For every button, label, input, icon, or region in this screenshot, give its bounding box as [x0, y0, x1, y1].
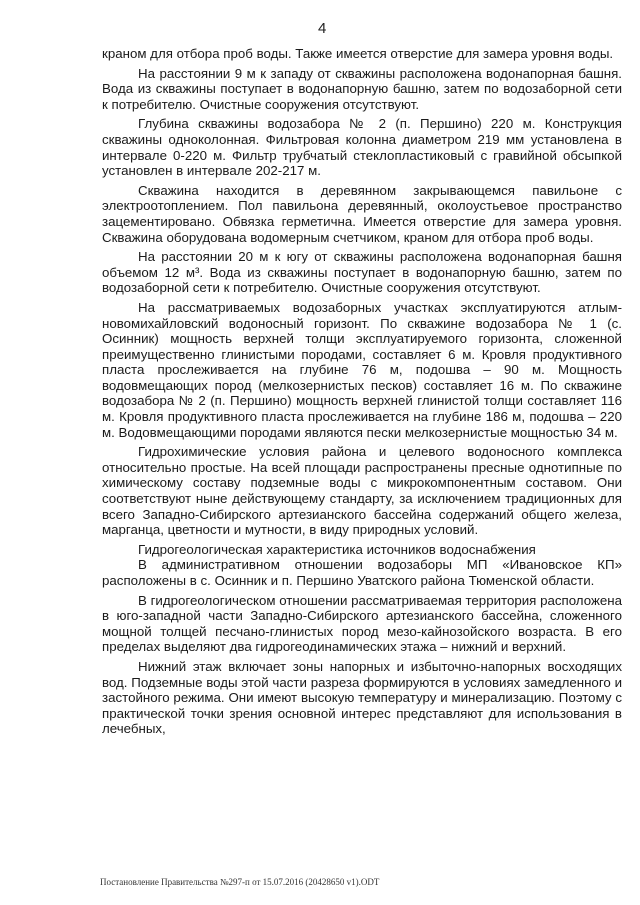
paragraph: краном для отбора проб воды. Также имеется отверстие для замера уровня воды.	[102, 46, 614, 61]
paragraph: Глубина скважины водозабора № 2 (п. Першино) 220 м. Конструкция скважины одноколонная. Фильтровая колонна диаметром 219 мм установлена в интервале 0-220 м. Фильтр трубчатый стеклопластиковый с гравийной обсыпкой установлен в интервале 202-217 м.	[102, 116, 622, 179]
document-footer: Постановление Правительства №297-п от 15.07.2016 (20428650 v1).ODT	[100, 877, 380, 887]
paragraph: На расстоянии 20 м к югу от скважины расположена водонапорная башня объемом 12 м³. Вода из скважины поступает в водонапорную башню, затем по водозаборной сети к потребителю. Очистные сооружения отсутствуют.	[102, 249, 622, 296]
paragraph: Гидрохимические условия района и целевого водоносного комплекса относительно простые. На всей площади распространены пресные однотипные по химическому составу подземные воды с микрокомпонентным составом. Они соответствуют ныне действующему стандарту, за исключением традиционных для всего Западно-Сибирского артезианского бассейна содержаний общего железа, марганца, цветности и мутности, в виду природных условий.	[102, 444, 622, 538]
section-title: Гидрогеологическая характеристика источников водоснабжения	[138, 541, 536, 557]
paragraph: На расстоянии 9 м к западу от скважины расположена водонапорная башня. Вода из скважины поступает в водонапорную башню, затем по водозаборной сети к потребителю. Очистные сооружения отсутствуют.	[102, 65, 622, 112]
paragraph: В административном отношении водозаборы МП «Ивановское КП» расположены в с. Осинник и п. Першино Уватского района Тюменской области.	[102, 557, 622, 588]
paragraph: Скважина находится в деревянном закрывающемся павильоне с электроотоплением. Пол павильона деревянный, околоустьевое пространство зацементировано. Обвязка герметична. Имеется отверстие для замера уровня. Скважина оборудована водомерным счетчиком, краном для отбора проб воды.	[102, 182, 622, 245]
paragraph: На рассматриваемых водозаборных участках эксплуатируются атлым-новомихайловский водоносный горизонт. По скважине водозабора № 1 (с. Осинник) мощность верхней толщи эксплуатируемого горизонта, сложенной преимущественно глинистыми породами, составляет 6 м. Кровля продуктивного пласта прослеживается на глубине 76 м, подошва – 90 м. Мощность водовмещающих пород (мелкозернистых песков) составляет 16 м. По скважине водозабора № 2 (п. Першино) мощность верхней глинистой толщи составляет 116 м. Кровля продуктивного пласта прослеживается на глубине 186 м, подошва – 220 м. Водовмещающими породами являются пески мелкозернистые мощностью 34 м.	[102, 299, 622, 440]
paragraph: В гидрогеологическом отношении рассматриваемая территория расположена в юго-западной части Западно-Сибирского артезианского бассейна, сложенного мощной толщей песчано-глинистых пород мезо-кайнозойского возраста. В его пределах выделяют два гидрогеодинамических этажа – нижний и верхний.	[102, 592, 622, 655]
paragraph: Нижний этаж включает зоны напорных и избыточно-напорных восходящих вод. Подземные воды этой части разреза формируются в условиях замедленного и застойного режима. Они имеют высокую температуру и минерализацию. Поэтому с практической точки зрения основной интерес представляют для использования в лечебных,	[102, 658, 622, 737]
page-number: 4	[318, 20, 327, 37]
document-body	[102, 46, 622, 741]
